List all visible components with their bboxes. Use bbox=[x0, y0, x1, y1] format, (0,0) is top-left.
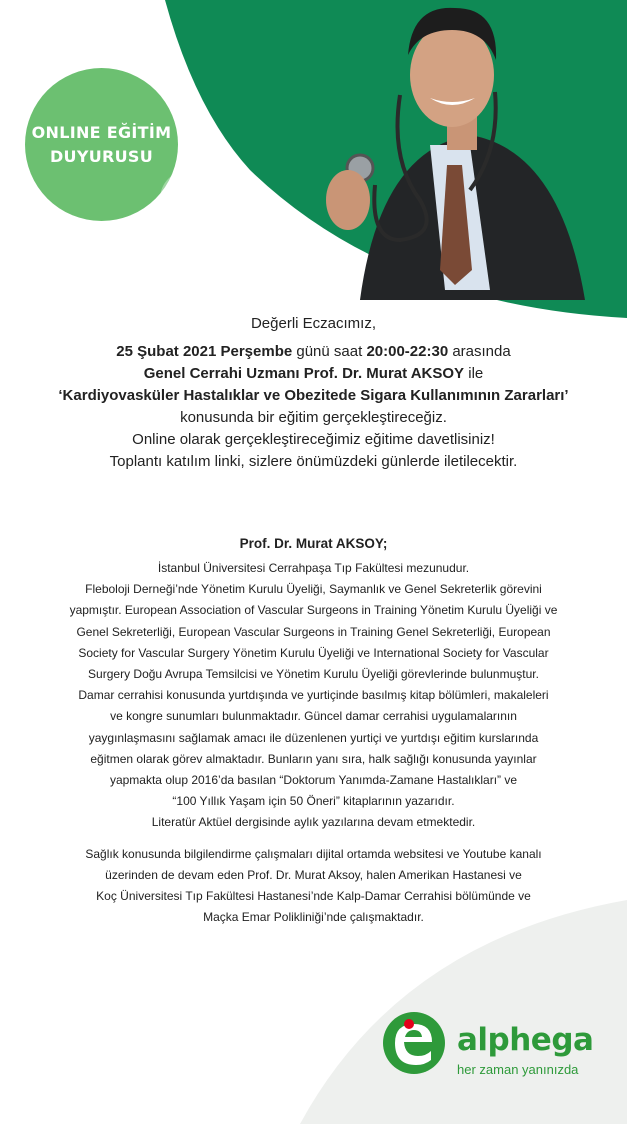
badge-line-1: ONLINE EĞİTİM bbox=[31, 122, 172, 142]
online-training-badge bbox=[25, 68, 178, 221]
bio-line: Sağlık konusunda bilgilendirme çalışmaları dijital ortamda websitesi ve Youtube kanalı bbox=[85, 846, 542, 861]
badge-line-2: DUYURUSU bbox=[49, 146, 154, 166]
bio-line: Maçka Emar Polikliniği’nde çalışmaktadır. bbox=[203, 910, 424, 925]
bio-line: Genel Sekreterliği, European Vascular Surgeons in Training Genel Sekreterliği, European bbox=[76, 624, 551, 639]
topic-line bbox=[0, 385, 627, 407]
event-time: 20:00-22:30 bbox=[366, 343, 449, 360]
bio-line: Society for Vascular Surgery Yönetim Kurulu Üyeliği ve International Society for Vascular bbox=[78, 645, 549, 660]
bio-line: Surgery Doğu Avrupa Temsilcisi ve Yönetim Kurulu Üyeliği görevlerinde bulunmuştur. bbox=[88, 667, 539, 682]
bio-line: yaygınlaşmasını sağlamak amacı ile düzenlenen yurtiçi ve yurtdışı eğitim kurslarında bbox=[88, 730, 539, 745]
decorative-bubble bbox=[160, 170, 218, 228]
invite-line: Online olarak gerçekleştireceğimiz eğitime davetlisiniz! bbox=[132, 431, 495, 448]
link-note: Toplantı katılım linki, sizlere önümüzdeki günlerde iletilecektir. bbox=[109, 453, 518, 470]
bio-line: İstanbul Üniversitesi Cerrahpaşa Tıp Fakültesi mezunudur. bbox=[157, 561, 470, 575]
bio-line: Fleboloji Derneği’nde Yönetim Kurulu Üyeliği, Saymanlık ve Genel Sekreterlik görevini bbox=[85, 582, 542, 597]
bio-line: Literatür Aktüel dergisinde aylık yazılarına devam etmektedir. bbox=[151, 815, 476, 830]
bio-paragraph-1 bbox=[0, 558, 627, 834]
event-topic: ‘Kardiyovasküler Hastalıklar ve Obezitede Sigara Kullanımının Zararları’ bbox=[58, 387, 569, 404]
bio-line: yapmakta olup 2016’da basılan “Doktorum Yanımda-Zamane Hastalıkları” ve bbox=[109, 773, 518, 788]
bio-line: Damar cerrahisi konusunda yurtdışında ve yurtiçinde basılmış kitap bölümleri, makaleleri bbox=[78, 688, 549, 703]
date-line: 25 Şubat 2021 Perşembe günü saat 20:00-22:30 arasında bbox=[116, 343, 511, 360]
bio-line: Koç Üniversitesi Tıp Fakültesi Hastanesi’nde Kalp-Damar Cerrahisi bölümünde ve bbox=[96, 889, 531, 904]
event-date: 25 Şubat 2021 Perşembe bbox=[116, 343, 293, 360]
greeting: Değerli Eczacımız, bbox=[250, 315, 377, 332]
bottom-decorative-arc bbox=[0, 880, 627, 1124]
bio-name: Prof. Dr. Murat AKSOY; bbox=[239, 536, 388, 551]
topic-tail: konusunda bir eğitim gerçekleştireceğiz. bbox=[180, 409, 447, 426]
bio-line: yapmıştır. European Association of Vascular Surgeons in Training Yönetim Kurulu Üyeliği ve bbox=[69, 603, 558, 618]
announcement-intro bbox=[0, 313, 627, 473]
speaker-name: Genel Cerrahi Uzmanı Prof. Dr. Murat AKSOY bbox=[143, 365, 465, 382]
speaker-line: Genel Cerrahi Uzmanı Prof. Dr. Murat AKSOY ile bbox=[143, 365, 484, 382]
bio-line: “100 Yıllık Yaşam için 50 Öneri” kitaplarının yazarıdır. bbox=[172, 794, 455, 809]
brand-tagline: her zaman yanınızda bbox=[457, 1062, 579, 1077]
speaker-bio bbox=[0, 534, 627, 928]
bio-line: ve kongre sunumları bulunmaktadır. Güncel damar cerrahisi uygulamalarının bbox=[110, 709, 517, 724]
bio-line: eğitmen olarak görev almaktadır. Bunların yanı sıra, halk sağlığı konusunda yayınlar bbox=[90, 751, 537, 766]
brand-name: alphega bbox=[457, 1022, 594, 1058]
bio-line: üzerinden de devam eden Prof. Dr. Murat Aksoy, halen Amerikan Hastanesi ve bbox=[105, 867, 522, 882]
